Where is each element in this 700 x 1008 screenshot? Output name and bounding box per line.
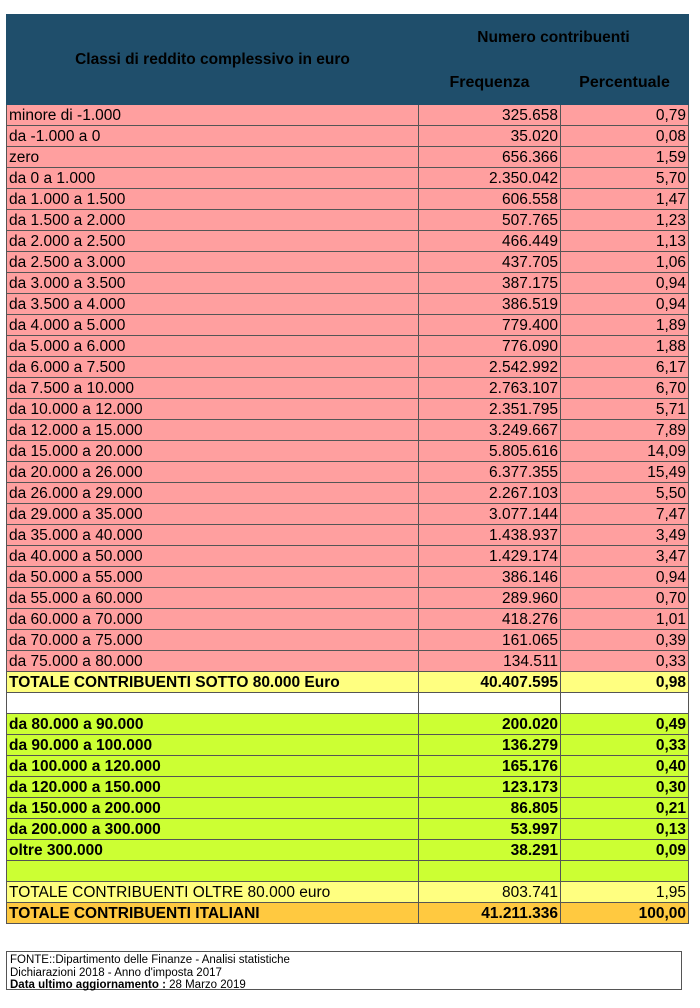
grand-total-frequency: 41.211.336 bbox=[419, 903, 561, 924]
income-class-cell: oltre 300.000 bbox=[7, 840, 419, 861]
income-classes-table bbox=[6, 14, 689, 924]
percentage-cell: 1,89 bbox=[561, 315, 689, 336]
spacer-cell bbox=[419, 861, 561, 882]
rows-below-80000 bbox=[7, 105, 689, 672]
income-class-cell: da 2.000 a 2.500 bbox=[7, 231, 419, 252]
income-class-cell: da 2.500 a 3.000 bbox=[7, 252, 419, 273]
table-row bbox=[7, 798, 689, 819]
percentage-cell: 0,49 bbox=[561, 714, 689, 735]
subtotal-above-label: TOTALE CONTRIBUENTI OLTRE 80.000 euro bbox=[7, 882, 419, 903]
percentage-cell: 1,47 bbox=[561, 189, 689, 210]
frequency-cell: 2.763.107 bbox=[419, 378, 561, 399]
frequency-cell: 86.805 bbox=[419, 798, 561, 819]
frequency-cell: 418.276 bbox=[419, 609, 561, 630]
percentage-cell: 1,06 bbox=[561, 252, 689, 273]
percentage-cell: 0,33 bbox=[561, 735, 689, 756]
frequency-cell: 779.400 bbox=[419, 315, 561, 336]
table-row bbox=[7, 441, 689, 462]
table-row bbox=[7, 231, 689, 252]
subtotal-above-row bbox=[7, 882, 689, 903]
percentage-cell: 1,13 bbox=[561, 231, 689, 252]
frequency-cell: 2.351.795 bbox=[419, 399, 561, 420]
percentage-cell: 0,33 bbox=[561, 651, 689, 672]
income-class-cell: da 55.000 a 60.000 bbox=[7, 588, 419, 609]
income-class-cell: da 75.000 a 80.000 bbox=[7, 651, 419, 672]
percentage-cell: 0,94 bbox=[561, 294, 689, 315]
table-row bbox=[7, 378, 689, 399]
frequency-cell: 123.173 bbox=[419, 777, 561, 798]
spacer-row bbox=[7, 861, 689, 882]
percentage-cell: 7,47 bbox=[561, 504, 689, 525]
frequency-cell: 656.366 bbox=[419, 147, 561, 168]
income-class-cell: da 120.000 a 150.000 bbox=[7, 777, 419, 798]
spacer-cell bbox=[419, 693, 561, 714]
income-class-cell: da 1.500 a 2.000 bbox=[7, 210, 419, 231]
table-row bbox=[7, 336, 689, 357]
header-frequency: Frequenza bbox=[419, 60, 561, 105]
percentage-cell: 7,89 bbox=[561, 420, 689, 441]
income-class-cell: da 35.000 a 40.000 bbox=[7, 525, 419, 546]
frequency-cell: 289.960 bbox=[419, 588, 561, 609]
footer-source: FONTE::Dipartimento delle Finanze - Analisi statistiche bbox=[10, 954, 290, 966]
frequency-cell: 2.267.103 bbox=[419, 483, 561, 504]
income-class-cell: da 15.000 a 20.000 bbox=[7, 441, 419, 462]
spacer-cell bbox=[561, 861, 689, 882]
percentage-cell: 5,50 bbox=[561, 483, 689, 504]
frequency-cell: 38.291 bbox=[419, 840, 561, 861]
frequency-cell: 1.438.937 bbox=[419, 525, 561, 546]
frequency-cell: 776.090 bbox=[419, 336, 561, 357]
rows-above-80000 bbox=[7, 714, 689, 861]
percentage-cell: 3,49 bbox=[561, 525, 689, 546]
income-class-cell: da 5.000 a 6.000 bbox=[7, 336, 419, 357]
header-taxpayers-count: Numero contribuenti bbox=[419, 15, 689, 60]
frequency-cell: 35.020 bbox=[419, 126, 561, 147]
spacer-cell bbox=[7, 693, 419, 714]
spacer-row bbox=[7, 693, 689, 714]
income-class-cell: da 26.000 a 29.000 bbox=[7, 483, 419, 504]
percentage-cell: 0,79 bbox=[561, 105, 689, 126]
footer-updated-value: 28 Marzo 2019 bbox=[169, 979, 246, 991]
table-row bbox=[7, 357, 689, 378]
income-class-cell: da 3.000 a 3.500 bbox=[7, 273, 419, 294]
table-row bbox=[7, 819, 689, 840]
grand-total-label: TOTALE CONTRIBUENTI ITALIANI bbox=[7, 903, 419, 924]
frequency-cell: 387.175 bbox=[419, 273, 561, 294]
income-class-cell: da 0 a 1.000 bbox=[7, 168, 419, 189]
frequency-cell: 3.077.144 bbox=[419, 504, 561, 525]
table-row bbox=[7, 735, 689, 756]
income-class-cell: da 20.000 a 26.000 bbox=[7, 462, 419, 483]
income-class-cell: da 70.000 a 75.000 bbox=[7, 630, 419, 651]
frequency-cell: 53.997 bbox=[419, 819, 561, 840]
income-class-cell: da 40.000 a 50.000 bbox=[7, 546, 419, 567]
income-class-cell: da -1.000 a 0 bbox=[7, 126, 419, 147]
table-row bbox=[7, 777, 689, 798]
income-class-cell: da 29.000 a 35.000 bbox=[7, 504, 419, 525]
table-row bbox=[7, 504, 689, 525]
table-row bbox=[7, 294, 689, 315]
subtotal-below-label: TOTALE CONTRIBUENTI SOTTO 80.000 Euro bbox=[7, 672, 419, 693]
frequency-cell: 325.658 bbox=[419, 105, 561, 126]
table-row bbox=[7, 189, 689, 210]
percentage-cell: 0,94 bbox=[561, 567, 689, 588]
percentage-cell: 0,94 bbox=[561, 273, 689, 294]
frequency-cell: 437.705 bbox=[419, 252, 561, 273]
income-class-cell: da 12.000 a 15.000 bbox=[7, 420, 419, 441]
income-class-cell: da 10.000 a 12.000 bbox=[7, 399, 419, 420]
percentage-cell: 0,21 bbox=[561, 798, 689, 819]
income-class-cell: da 50.000 a 55.000 bbox=[7, 567, 419, 588]
frequency-cell: 466.449 bbox=[419, 231, 561, 252]
income-class-cell: da 4.000 a 5.000 bbox=[7, 315, 419, 336]
spacer-cell bbox=[561, 693, 689, 714]
frequency-cell: 606.558 bbox=[419, 189, 561, 210]
frequency-cell: 165.176 bbox=[419, 756, 561, 777]
percentage-cell: 1,01 bbox=[561, 609, 689, 630]
table-row bbox=[7, 273, 689, 294]
percentage-cell: 0,30 bbox=[561, 777, 689, 798]
income-class-cell: da 1.000 a 1.500 bbox=[7, 189, 419, 210]
footer-declarations: Dichiarazioni 2018 - Anno d'imposta 2017 bbox=[10, 966, 222, 979]
table-row bbox=[7, 105, 689, 126]
grand-total-percentage: 100,00 bbox=[561, 903, 689, 924]
table-row bbox=[7, 756, 689, 777]
source-footer bbox=[6, 951, 682, 990]
income-class-cell: da 3.500 a 4.000 bbox=[7, 294, 419, 315]
percentage-cell: 0,08 bbox=[561, 126, 689, 147]
frequency-cell: 6.377.355 bbox=[419, 462, 561, 483]
income-class-cell: zero bbox=[7, 147, 419, 168]
income-class-cell: da 7.500 a 10.000 bbox=[7, 378, 419, 399]
table-row bbox=[7, 483, 689, 504]
subtotal-below-frequency: 40.407.595 bbox=[419, 672, 561, 693]
income-class-cell: da 6.000 a 7.500 bbox=[7, 357, 419, 378]
percentage-cell: 6,17 bbox=[561, 357, 689, 378]
income-class-cell: da 150.000 a 200.000 bbox=[7, 798, 419, 819]
subtotal-above-frequency: 803.741 bbox=[419, 882, 561, 903]
frequency-cell: 200.020 bbox=[419, 714, 561, 735]
percentage-cell: 5,71 bbox=[561, 399, 689, 420]
subtotal-below-row bbox=[7, 672, 689, 693]
table-row bbox=[7, 651, 689, 672]
frequency-cell: 134.511 bbox=[419, 651, 561, 672]
subtotal-below-percentage: 0,98 bbox=[561, 672, 689, 693]
percentage-cell: 0,40 bbox=[561, 756, 689, 777]
percentage-cell: 14,09 bbox=[561, 441, 689, 462]
frequency-cell: 2.350.042 bbox=[419, 168, 561, 189]
table-row bbox=[7, 630, 689, 651]
percentage-cell: 5,70 bbox=[561, 168, 689, 189]
percentage-cell: 3,47 bbox=[561, 546, 689, 567]
frequency-cell: 507.765 bbox=[419, 210, 561, 231]
income-class-cell: da 100.000 a 120.000 bbox=[7, 756, 419, 777]
header-percentage: Percentuale bbox=[561, 60, 689, 105]
table-row bbox=[7, 609, 689, 630]
footer-updated bbox=[10, 979, 678, 992]
income-table-sheet bbox=[6, 14, 688, 924]
table-row bbox=[7, 420, 689, 441]
grand-total-row bbox=[7, 903, 689, 924]
table-row bbox=[7, 588, 689, 609]
table-row bbox=[7, 147, 689, 168]
percentage-cell: 1,59 bbox=[561, 147, 689, 168]
footer-updated-label: Data ultimo aggiornamento : bbox=[10, 979, 166, 991]
table-row bbox=[7, 567, 689, 588]
percentage-cell: 0,13 bbox=[561, 819, 689, 840]
table-row bbox=[7, 840, 689, 861]
percentage-cell: 6,70 bbox=[561, 378, 689, 399]
table-row bbox=[7, 399, 689, 420]
header-income-class: Classi di reddito complessivo in euro bbox=[7, 15, 419, 105]
percentage-cell: 1,88 bbox=[561, 336, 689, 357]
table-row bbox=[7, 168, 689, 189]
frequency-cell: 161.065 bbox=[419, 630, 561, 651]
frequency-cell: 2.542.992 bbox=[419, 357, 561, 378]
subtotal-above-percentage: 1,95 bbox=[561, 882, 689, 903]
frequency-cell: 3.249.667 bbox=[419, 420, 561, 441]
table-row bbox=[7, 546, 689, 567]
income-class-cell: da 90.000 a 100.000 bbox=[7, 735, 419, 756]
table-row bbox=[7, 462, 689, 483]
table-row bbox=[7, 126, 689, 147]
frequency-cell: 136.279 bbox=[419, 735, 561, 756]
table-row bbox=[7, 525, 689, 546]
frequency-cell: 386.519 bbox=[419, 294, 561, 315]
income-class-cell: da 200.000 a 300.000 bbox=[7, 819, 419, 840]
percentage-cell: 0,09 bbox=[561, 840, 689, 861]
frequency-cell: 386.146 bbox=[419, 567, 561, 588]
percentage-cell: 0,39 bbox=[561, 630, 689, 651]
percentage-cell: 15,49 bbox=[561, 462, 689, 483]
spacer-cell bbox=[7, 861, 419, 882]
frequency-cell: 1.429.174 bbox=[419, 546, 561, 567]
table-row bbox=[7, 315, 689, 336]
income-class-cell: da 60.000 a 70.000 bbox=[7, 609, 419, 630]
percentage-cell: 0,70 bbox=[561, 588, 689, 609]
percentage-cell: 1,23 bbox=[561, 210, 689, 231]
table-row bbox=[7, 210, 689, 231]
income-class-cell: minore di -1.000 bbox=[7, 105, 419, 126]
frequency-cell: 5.805.616 bbox=[419, 441, 561, 462]
income-class-cell: da 80.000 a 90.000 bbox=[7, 714, 419, 735]
table-row bbox=[7, 252, 689, 273]
table-row bbox=[7, 714, 689, 735]
